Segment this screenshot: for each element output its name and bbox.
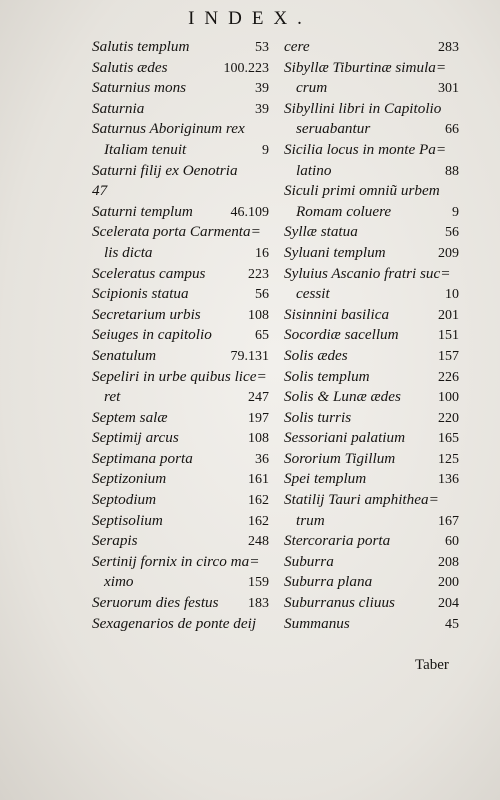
index-term: Serapis: [92, 532, 138, 550]
catchword: Taber: [415, 657, 449, 673]
index-entry: [284, 140, 459, 161]
index-term: Syllæ statua: [284, 223, 358, 241]
index-entry: [92, 202, 269, 223]
index-entry: [284, 243, 459, 264]
index-entry: [92, 387, 269, 408]
index-term: Seiuges in capitolio: [92, 326, 212, 344]
page-number: 10: [445, 287, 459, 303]
index-entry: [284, 181, 459, 202]
index-term: Saturni filij ex Oenotria: [92, 161, 238, 179]
page-number: 66: [445, 122, 459, 138]
index-entry: [284, 346, 459, 367]
page-number: 36: [255, 451, 269, 467]
page-number: 220: [438, 410, 459, 426]
index-term: Stercoraria porta: [284, 532, 391, 550]
page-number: 283: [438, 40, 459, 55]
index-term: Sororium Tigillum: [284, 449, 396, 467]
page-number: 136: [438, 472, 459, 488]
page-number: 79.131: [230, 348, 269, 364]
index-entry: [284, 490, 459, 511]
index-entry: [284, 37, 459, 58]
page-number: 108: [248, 431, 269, 447]
index-entry: [92, 181, 269, 202]
page-number: 100: [438, 390, 459, 406]
page-number: 9: [262, 142, 269, 158]
index-entry: [284, 428, 459, 449]
index-term: Scelerata porta Carmenta=: [92, 223, 261, 241]
index-term: 47: [92, 182, 108, 200]
index-term: Secretarium urbis: [92, 305, 201, 323]
page-number: 108: [248, 307, 269, 323]
index-term: Syluani templum: [284, 243, 386, 261]
index-entry: [284, 614, 459, 635]
index-entry: [92, 531, 269, 552]
index-entry: [284, 99, 459, 120]
index-entry: [284, 367, 459, 388]
index-header: INDEX.: [188, 8, 312, 29]
page-number: 16: [255, 245, 269, 261]
index-entry: [284, 325, 459, 346]
index-term: Sicilia locus in monte Pa=: [284, 140, 447, 158]
index-term: Scipionis statua: [92, 285, 189, 303]
index-entry: [284, 387, 459, 408]
index-term: trum: [296, 511, 325, 529]
index-entry: [92, 78, 269, 99]
index-entry: [92, 346, 269, 367]
index-term: Septimij arcus: [92, 429, 179, 447]
index-entry: [92, 222, 269, 243]
index-entry: [92, 161, 269, 182]
index-term: ret: [104, 388, 121, 406]
index-entry: [92, 264, 269, 285]
page-number: 151: [438, 328, 459, 344]
index-term: Syluius Ascanio fratri suc=: [284, 264, 451, 282]
index-term: Statilij Tauri amphithea=: [284, 491, 439, 509]
index-entry: [284, 264, 459, 285]
index-term: cessit: [296, 285, 330, 303]
page-number: 162: [248, 513, 269, 529]
page-number: 226: [438, 369, 459, 385]
page-number: 208: [438, 554, 459, 570]
page-number: 39: [255, 81, 269, 97]
page-number: 161: [248, 472, 269, 488]
index-term: Sibyllæ Tiburtinæ simula=: [284, 58, 447, 76]
index-term: latino: [296, 161, 332, 179]
index-term: Sertinij fornix in circo ma=: [92, 552, 260, 570]
index-entry: [284, 78, 459, 99]
page-number: 223: [248, 266, 269, 282]
page-number: 60: [445, 534, 459, 550]
index-entry: [284, 202, 459, 223]
page-number: 301: [438, 81, 459, 97]
index-entry: [92, 284, 269, 305]
index-entry: [92, 449, 269, 470]
page-number: 183: [248, 596, 269, 612]
page-number: 209: [438, 245, 459, 261]
index-entry: [284, 531, 459, 552]
index-entry: [284, 305, 459, 326]
index-entry: [92, 511, 269, 532]
index-term: Spei templum: [284, 470, 367, 488]
index-entry: [92, 325, 269, 346]
index-term: Sepeliri in urbe quibus lice=: [92, 367, 267, 385]
index-entry: [284, 469, 459, 490]
index-entry: [92, 428, 269, 449]
page-number: 39: [255, 101, 269, 117]
index-term: Solis ædes: [284, 346, 348, 364]
index-term: Saturnia: [92, 99, 145, 117]
page-number: 65: [255, 328, 269, 344]
index-term: Italiam tenuit: [104, 140, 187, 158]
index-entry: [92, 552, 269, 573]
index-entry: [92, 37, 269, 58]
index-entry: [92, 140, 269, 161]
index-term: Septisolium: [92, 511, 163, 529]
index-right-column: [284, 37, 459, 634]
index-entry: [284, 511, 459, 532]
index-term: seruabantur: [296, 120, 371, 138]
page-number: 100.223: [223, 60, 269, 76]
index-term: lis dicta: [104, 243, 153, 261]
index-term: Sexagenarios de ponte deij: [92, 614, 257, 632]
index-term: ximo: [104, 573, 134, 591]
page-number: 46.109: [230, 204, 269, 220]
page-number: 197: [248, 410, 269, 426]
page-number: 157: [438, 348, 459, 364]
index-term: Solis & Lunæ ædes: [284, 388, 401, 406]
index-entry: [284, 449, 459, 470]
index-entry: [92, 58, 269, 79]
index-term: Salutis ædes: [92, 58, 168, 76]
page-number: 200: [438, 575, 459, 591]
page-number: 204: [438, 596, 459, 612]
page-number: 248: [248, 534, 269, 550]
index-entry: [284, 408, 459, 429]
index-entry: [92, 490, 269, 511]
index-term: crum: [296, 79, 328, 97]
index-entry: [284, 119, 459, 140]
index-term: Suburranus cliuus: [284, 594, 395, 612]
index-term: Sceleratus campus: [92, 264, 206, 282]
index-entry: [92, 469, 269, 490]
index-term: Solis templum: [284, 367, 370, 385]
index-term: Siculi primi omniũ urbem: [284, 182, 440, 200]
page-number: 162: [248, 493, 269, 509]
page-number: 56: [255, 287, 269, 303]
index-term: Socordiæ sacellum: [284, 326, 399, 344]
index-term: Suburra: [284, 552, 334, 570]
index-entry: [284, 222, 459, 243]
page-number: 88: [445, 163, 459, 179]
index-entry: [284, 161, 459, 182]
index-left-column: [92, 37, 269, 634]
index-term: Saturni templum: [92, 202, 193, 220]
page-number: 9: [452, 204, 459, 220]
index-term: Sibyllini libri in Capitolio: [284, 99, 442, 117]
index-entry: [92, 119, 269, 140]
index-entry: [92, 572, 269, 593]
index-entry: [284, 593, 459, 614]
page-number: 159: [248, 575, 269, 591]
index-term: Romam coluere: [296, 202, 392, 220]
index-term: Senatulum: [92, 346, 157, 364]
index-term: Septimana porta: [92, 449, 193, 467]
index-entry: [284, 284, 459, 305]
page-number: 53: [255, 40, 269, 55]
page-number: 247: [248, 390, 269, 406]
index-entry: [92, 99, 269, 120]
index-term: Suburra plana: [284, 573, 373, 591]
page-number: 167: [438, 513, 459, 529]
index-entry: [92, 408, 269, 429]
index-term: Sisinnini basilica: [284, 305, 390, 323]
page-number: 165: [438, 431, 459, 447]
index-term: Seruorum dies festus: [92, 594, 219, 612]
index-term: Saturnus Aboriginum rex: [92, 120, 245, 138]
page-number: 125: [438, 451, 459, 467]
index-term: Septodium: [92, 491, 157, 509]
index-entry: [284, 552, 459, 573]
index-entry: [92, 593, 269, 614]
page-number: 201: [438, 307, 459, 323]
page-number: 56: [445, 225, 459, 241]
index-entry: [92, 614, 269, 635]
index-term: Septizonium: [92, 470, 167, 488]
index-term: Sessoriani palatium: [284, 429, 406, 447]
index-term: Saturnius mons: [92, 79, 187, 97]
index-term: Solis turris: [284, 408, 352, 426]
index-entry: [92, 367, 269, 388]
index-term: cere: [284, 38, 310, 55]
index-term: Septem salæ: [92, 408, 168, 426]
index-term: Salutis templum: [92, 38, 190, 55]
page-number: 45: [445, 616, 459, 632]
index-term: Summanus: [284, 614, 350, 632]
index-entry: [92, 243, 269, 264]
index-entry: [284, 58, 459, 79]
index-entry: [92, 305, 269, 326]
index-entry: [284, 572, 459, 593]
